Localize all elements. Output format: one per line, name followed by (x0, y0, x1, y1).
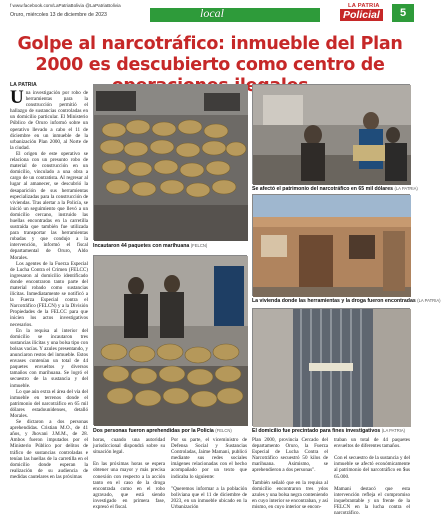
caption-text: El domicilio fue precintado para fines investigativos (252, 428, 381, 434)
paragraph: Lo que aún extra el área del vía del inmueble en terrenos donde el patrimonio del narcotráfico en 65 mil dólares estadounidenses, detalló Morales. (10, 388, 88, 419)
photo-detainees (93, 255, 247, 425)
caption-credit: (LA PATRIA) (417, 298, 441, 303)
brand-name: LA PATRIA (348, 3, 380, 9)
photo-caption (252, 186, 418, 192)
caption-text: Se afectó el patrimonio del narcotráfico en 65 mil dólares (252, 186, 393, 192)
caption-text: La vivienda donde las herramientas y la droga fueron encontradas (252, 298, 416, 304)
photo-caption (93, 428, 232, 434)
paragraph: Se dictaron a dos personas aprehendidas. Cristian M.O., de 41 años, y Jhovani J.M.M., de 28. Ambos fueron imputados por el Ministerio Público por delitos de tráfico de sustancias controladas e tenían las huellas de la carretilla en el domicilio donde esperan la realización de su audiencia de medidas cautelares en las próximas (10, 419, 88, 480)
photo-caption (252, 428, 405, 434)
social-links: f www.facebook.com/LaPatriaBolivia @LaPatriaBolivia (10, 3, 121, 8)
article-column-2: horas, cuando una autoridad jurisdiccional dispondrá sobre su situación legal. En las próximas horas se espera obtener una mayor y más precisa conexión con respecto a la acción tanto en el caso de la droga encontrada como en el robo agravado, que está siendo investigado en primera fase, expresó el fiscal. (93, 437, 165, 511)
drop-cap: U (10, 87, 24, 108)
issue-date: Oruro, miércoles 13 de diciembre de 2023 (10, 12, 107, 18)
page-header (0, 0, 420, 26)
section-label: local (200, 6, 224, 20)
photo-seized-packages (93, 84, 247, 240)
article-column-5: traban un total de 44 paquetes envueltos de diferentes tamaños. Con el secuestro de la sustancia y del inmueble se afectó económicamente al patrimonio del narcotráfico en $us 65.000. Mamani destacó que esta intervención refleja el compromiso inquebrantable y un frente de la FELCN en la lucha contra el narcotráfico. (334, 437, 410, 517)
photo-sealed-door (252, 308, 410, 426)
photo-caption (252, 298, 441, 304)
article-column-3: Por su parte, el viceministro de Defensa Social y Sustancias Controladas, Jaime Mamani, publicó mediante sus redes sociales imágenes relacionadas con el hecho acompañado por un texto que indicaba lo siguiente: "Queremos informar a la población boliviana que el 11 de diciembre de 2023, en un inmueble ubicado en la Urbanización (171, 437, 247, 511)
article-column-1 (10, 87, 88, 522)
paragraph: na investigación por robo de herramientas para la construcción permitió el hallazgo de sustancias controladas en un domicilio particular. El Ministerio Público de Oruro informó sobre un operativo llevado a cabo el 11 de diciembre en un inmueble de la urbanización Plan 2000, al Norte de la ciudad. (10, 90, 88, 151)
page-number: 5 (392, 4, 414, 22)
photo-investigators (252, 84, 410, 184)
brand-section: Policial (340, 9, 383, 21)
article-column-4: Plan 2000, provincia Cercado del departamento Oruro, la Fuerza Especial de Lucha Contra el Narcotráfico secuestró 50 kilos de marihuana. Asimismo, se aprehendieron a dos personas". También señaló que en la requisa al domicilio encontraron tres ydos azules y una bolsa negra conteniendo en cuyo interior se encontraban, y así mismo, en cuyo interior se encon- (252, 437, 328, 511)
paragraph: El origen de este operativo se relaciona con un presunto robo de material de construcción en un domicilio, vinculado a una obra a cargo de un contratista. Al regresar al lugar al amanecer, se descubrió la desaparición de sus herramientas especializadas para la construcción de viviendas. Tras alertar a la Policía, se inició un seguimiento que llevó a un domicilio cercano, instruido las huellas encontradas en la carretilla sustraída que también fue utilizada para transportar las herramientas robadas y que condujo a la intervención, informó el fiscal departamental de Oruro, Aldo Morales. (10, 150, 88, 261)
paragraph: En la requisa al interior del domicilio se incautaron tres sustancias ilícitas y una bolsa tipo con bolsas vacías. Y azules presentando, y anunciaron restos del inmueble. Estos envases contenían un total de 44 paquetes envueltos y diversos tamaños con marihuana. Se logró el secuestro de la sustancia y del inmueble. (10, 327, 88, 389)
photo-caption (93, 243, 207, 249)
section-band (150, 8, 320, 22)
caption-text: Incautaron 44 paquetes con marihuana (93, 243, 190, 249)
photo-house (252, 194, 410, 296)
caption-credit: (LA PATRIA) (381, 428, 406, 433)
paragraph: Los agentes de la Fuerza Especial de Lucha Contra el Crimen (FELCC) ingresaron al domicilio identificado donde encontraron tanto parte del material robado como sustancias ilícitas. Inmediatamente se notificó a la Fuerza Especial contra el Narcotráfico (FELCN) y a la División Propiedades de la FELCC para que inicien los actos investigativos necesarios. (10, 260, 88, 328)
caption-credit: (FELCN) (190, 243, 208, 248)
article-headline: Golpe al narcotráfico: inmueble del Plan 2000 es descubierto como centro de (17, 34, 403, 75)
caption-credit: (FELCN) (215, 428, 232, 433)
caption-text: Dos personas fueron aprehendidas por la Policía (93, 428, 214, 434)
article-source: LA PATRIA (10, 82, 37, 88)
caption-credit: (LA PATRIA) (394, 186, 418, 191)
